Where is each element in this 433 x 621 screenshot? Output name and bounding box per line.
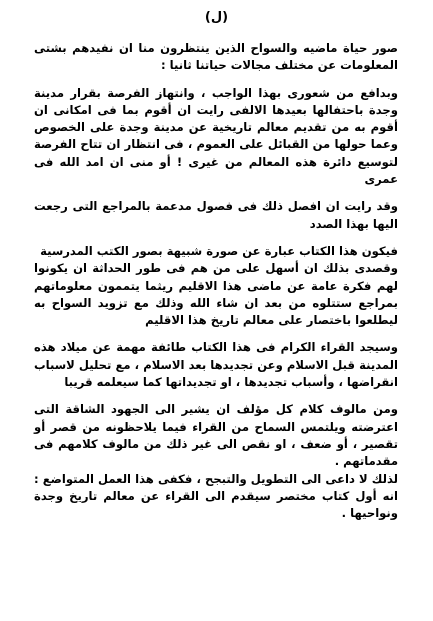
paragraph-gap [34,233,398,243]
document-body [34,40,398,522]
paragraph-2: وبدافع من شعورى بهذا الواجب ، وانتهاز الفرصة بقرار مدينة وجدة باحتفالها بعيدها الالفى رايت ان أقوم بما فى امكانى ان أقوم به من تقديم معالم تاريخية عن مدينة وجدة على الخصوص وعما حولها من القبائل على العموم ، فى انتظار ان تتاح الفرصة لتوسيع دائرة هذه المعالم من غيرى ! أو منى ان امد الله فى عمرى [34,85,398,187]
paragraph-4: فيكون هذا الكتاب عبارة عن صورة شبيهة بصور الكتب المدرسية [40,243,398,258]
page-number: (ل) [204,10,229,25]
paragraph-1: صور حياة ماضيه والسواح الذين ينتظرون منا ان نفيدهم بشتى المعلومات عن مختلف مجالات حياتنا ثانيا : [34,41,398,73]
paragraph-3: وقد رايت ان افصل ذلك فى فصول مدعمة بالمراجع التى رجعت اليها بهذا الصدد [34,199,398,231]
paragraph-7: ومن مالوف كلام كل مؤلف ان يشير الى الجهود الشاقة التى اعترضته ويلتمس السماح من القراء فيما يلاحظونه من قصر أو تقصير ، أو ضعف ، او نقص الى غير ذلك من مالوف كلامهم فى مقدماتهم . [34,402,398,469]
paragraph-gap [34,391,398,401]
paragraph-6: وسيجد القراء الكرام فى هذا الكتاب طائفة مهمة عن ميلاد هذه المدينة قبل الاسلام وعن تجديدها بعد الاسلام ، مع تحليل لاسباب انقراضها ، وأسباب تجديدها ، او تجديداتها كما سيعلمه قريبا [34,340,398,390]
paragraph-gap [34,329,398,339]
paragraph-gap [34,75,398,85]
paragraph-5: وقصدى بذلك ان أسهل على من هم فى طور الحداثة ان يكونوا لهم فكرة عامة عن ماضى هذا الاقليم ريثما يتممون معلوماتهم بمراجع ستتلوه من بعد ان شاء الله وذلك مع تزويد السواح به ليطلعوا باختصار على معالم تاريخ هذا الاقليم [34,261,398,328]
paragraph-gap [34,188,398,198]
paragraph-8: لذلك لا داعى الى التطويل والتبجح ، فكفى هذا العمل المتواضع : انه أول كتاب مختصر سيقدم الى القراء عن معالم تاريخ وجدة ونواحيها . [34,471,398,521]
